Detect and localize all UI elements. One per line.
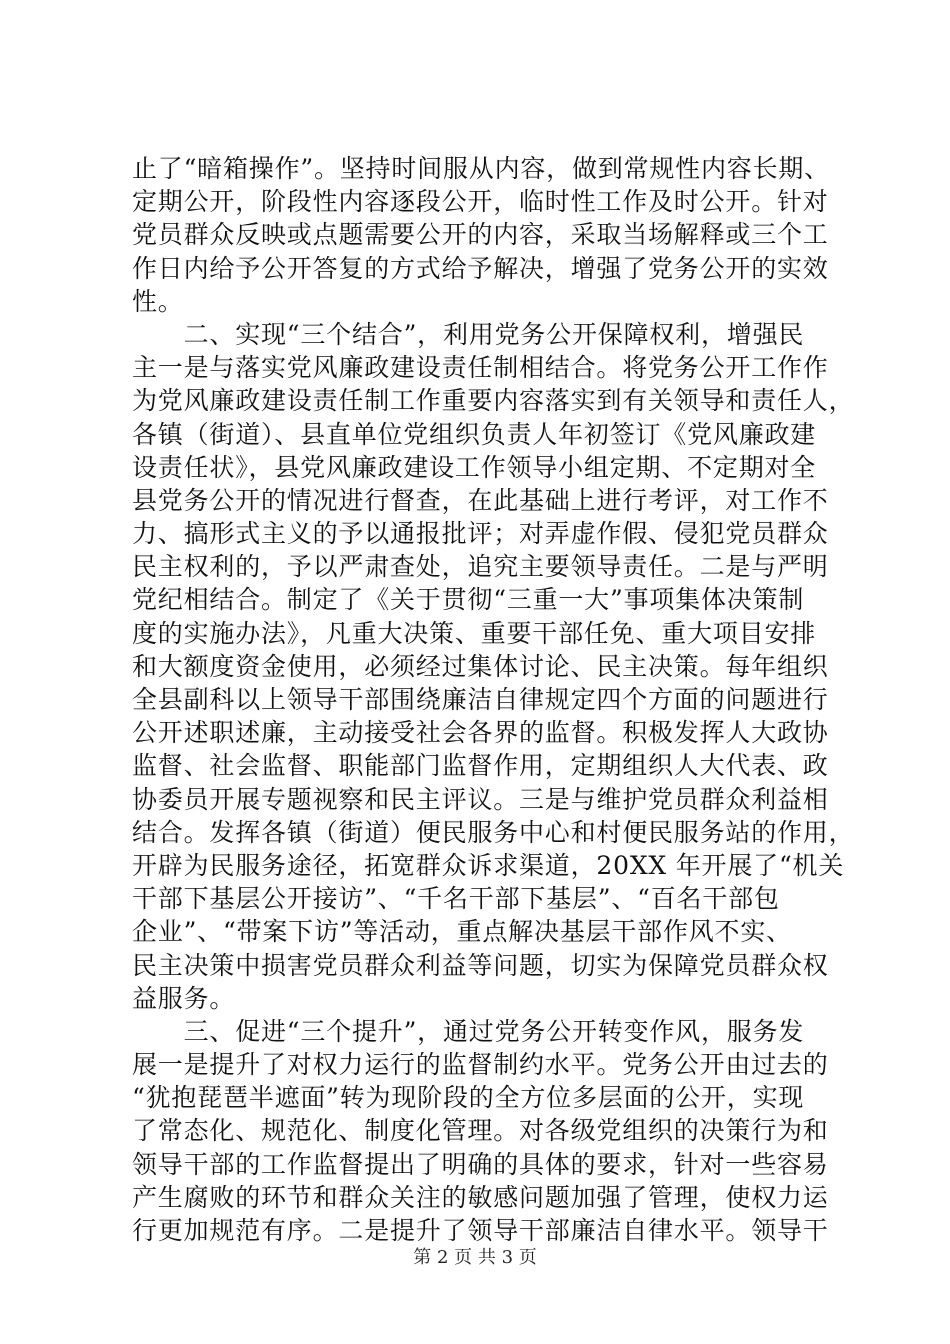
text-line: 全县副科以上领导干部围绕廉洁自律规定四个方面的问题进行 [132, 685, 829, 714]
text-line: 力、搞形式主义的予以通报批评；对弄虚作假、侵犯党员群众 [132, 519, 829, 549]
text-line: 度的实施办法》，凡重大决策、重要干部任免、重大项目安排 [132, 618, 817, 648]
text-line: 展一是提升了对权力运行的监督制约水平。党务公开由过去的 [132, 1050, 829, 1080]
text-line: 止了“暗箱操作”。坚持时间服从内容，做到常规性内容长期、 [132, 154, 830, 183]
text-line: 设责任状》，县党风廉政建设工作领导小组定期、不定期对全 [132, 452, 817, 482]
text-line: 民主权利的，予以严肃查处，追究主要领导责任。二是与严明 [132, 552, 829, 582]
text-line: 益服务。 [132, 983, 236, 1013]
body-text [132, 152, 855, 1247]
text-line: “犹抱琵琶半遮面”转为现阶段的全方位多层面的公开，实现 [132, 1083, 805, 1113]
text-line: 干部下基层公开接访”、“千名干部下基层”、“百名干部包 [132, 884, 780, 914]
text-line: 公开述职述廉，主动接受社会各界的监督。积极发挥人大政协 [132, 718, 829, 748]
text-line: 作日内给予公开答复的方式给予解决，增强了党务公开的实效 [132, 253, 829, 283]
text-line: 产生腐败的环节和群众关注的敏感问题加强了管理，使权力运 [132, 1182, 829, 1212]
text-line: 行更加规范有序。二是提升了领导干部廉洁自律水平。领导干 [132, 1216, 829, 1245]
text-line: 定期公开，阶段性内容逐段公开，临时性工作及时公开。针对 [132, 187, 829, 217]
text-line: 二、实现“三个结合”，利用党务公开保障权利，增强民 [132, 319, 805, 349]
text-line: 党纪相结合。制定了《关于贯彻“三重一大”事项集体决策制 [132, 585, 805, 615]
page-number-footer: 第 2 页 共 3 页 [413, 1247, 537, 1268]
text-line: 党员群众反映或点题需要公开的内容，采取当场解释或三个工 [132, 220, 829, 250]
text-line: 和大额度资金使用，必须经过集体讨论、民主决策。每年组织 [132, 651, 829, 681]
text-line: 开辟为民服务途径，拓宽群众诉求渠道，20XX 年开展了“机关 [132, 850, 845, 880]
text-line: 县党务公开的情况进行督查，在此基础上进行考评，对工作不 [132, 485, 829, 515]
text-line: 主一是与落实党风廉政建设责任制相结合。将党务公开工作作 [132, 353, 829, 383]
text-line: 结合。发挥各镇（街道）便民服务中心和村便民服务站的作用， [132, 817, 855, 847]
text-line: 各镇（街道）、县直单位党组织负责人年初签订《党风廉政建 [132, 419, 817, 449]
text-line: 为党风廉政建设责任制工作重要内容落实到有关领导和责任人， [132, 386, 855, 416]
text-line: 领导干部的工作监督提出了明确的具体的要求，针对一些容易 [132, 1149, 829, 1179]
text-line: 了常态化、规范化、制度化管理。对各级党组织的决策行为和 [132, 1116, 829, 1146]
text-line: 企业”、“带案下访”等活动，重点解决基层干部作风不实、 [132, 917, 792, 947]
text-line: 监督、社会监督、职能部门监督作用，定期组织人大代表、政 [132, 751, 829, 781]
text-line: 三、促进“三个提升”，通过党务公开转变作风，服务发 [132, 1016, 805, 1046]
text-line: 民主决策中损害党员群众利益等问题，切实为保障党员群众权 [132, 950, 829, 980]
text-line: 协委员开展专题视察和民主评议。三是与维护党员群众利益相 [132, 784, 829, 814]
text-line: 性。 [132, 286, 184, 316]
